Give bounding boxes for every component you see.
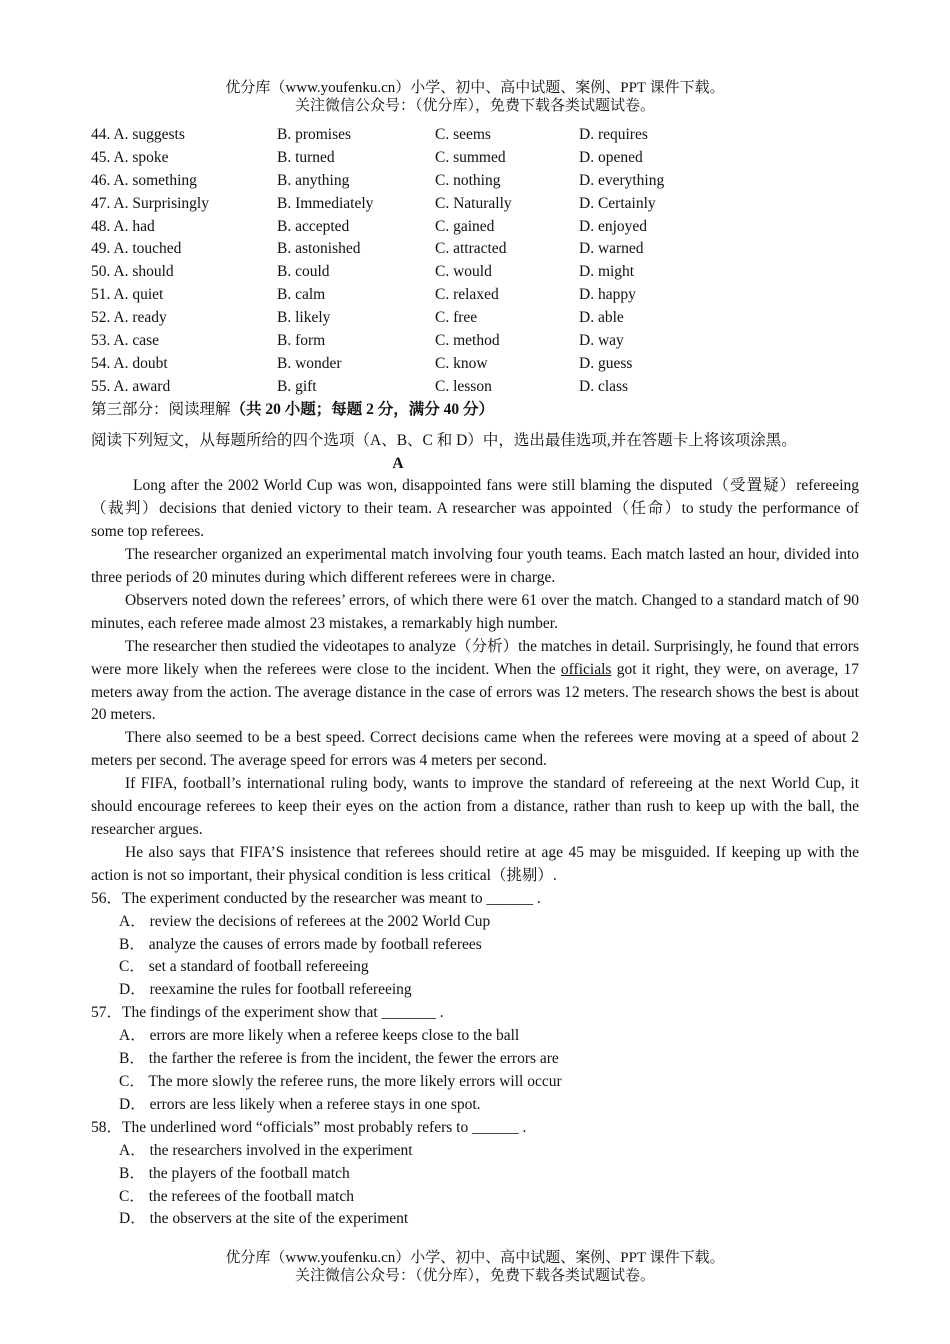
answer-choice: A． review the decisions of referees at the 2002 World Cup <box>119 912 491 930</box>
passage-paragraph: If FIFA, football’s international ruling body, wants to improve the standard of refereeing at the next World Cup, it should encourage referees to keep their eyes on the action from a distance, rather than rush to keep up with the ball, the researcher argues. <box>91 775 859 838</box>
passage-title: A <box>392 454 404 472</box>
passage-paragraph <box>91 636 859 728</box>
option-a: 47. A. Surprisingly <box>91 194 209 212</box>
page-footer <box>0 1249 950 1285</box>
option-a: 55. A. award <box>91 377 171 395</box>
option-b: B. wonder <box>277 354 342 372</box>
option-row-51 <box>91 284 859 307</box>
option-b: B. could <box>277 263 330 281</box>
option-c: C. gained <box>435 217 495 235</box>
option-c: C. know <box>435 354 488 372</box>
option-c: C. would <box>435 263 492 281</box>
option-b: B. astonished <box>277 240 361 258</box>
header-line-2: 关注微信公众号：（优分库），免费下载各类试题试卷。 <box>294 98 655 114</box>
option-b: B. Immediately <box>277 194 374 212</box>
option-a: 51. A. quiet <box>91 286 164 304</box>
answer-choice: B． the players of the football match <box>119 1164 350 1182</box>
answer-choice: D． the observers at the site of the experiment <box>119 1210 409 1228</box>
option-a: 49. A. touched <box>91 240 182 258</box>
option-d: D. able <box>579 309 624 327</box>
answer-choice: A． the researchers involved in the experiment <box>119 1141 413 1159</box>
option-c: C. nothing <box>435 171 501 189</box>
option-row-55 <box>91 376 859 399</box>
option-d: D. enjoyed <box>579 217 648 235</box>
passage-paragraph: He also says that FIFA’S insistence that referees should retire at age 45 may be misguided. If keeping up with the action is not so important, their physical condition is less critical（挑剔）. <box>91 843 859 884</box>
answer-choice: A． errors are more likely when a referee keeps close to the ball <box>119 1027 520 1045</box>
option-b: B. likely <box>277 309 331 327</box>
option-a: 54. A. doubt <box>91 354 168 372</box>
option-row-54 <box>91 353 859 376</box>
option-a: 53. A. case <box>91 332 160 350</box>
passage-paragraph: Long after the 2002 World Cup was won, disappointed fans were still blaming the disputed（受置疑）refereeing（裁判）decisions that denied victory to their team. A researcher was appointed（任命）to study the performance of some top referees. <box>91 477 859 541</box>
section-instruction: 阅读下列短文，从每题所给的四个选项（A、B、C 和 D）中，选出最佳选项,并在答题卡上将该项涂黑。 <box>91 431 797 449</box>
option-row-47 <box>91 193 859 216</box>
option-a: 50. A. should <box>91 263 174 281</box>
option-b: B. form <box>277 332 326 350</box>
exam-content <box>91 124 859 1231</box>
answer-choice: C． set a standard of football refereeing <box>119 958 369 976</box>
cloze-options <box>91 124 859 399</box>
option-row-50 <box>91 261 859 284</box>
page-header <box>0 79 950 115</box>
section-detail: （共 20 小题；每题 2 分，满分 40 分） <box>230 400 495 418</box>
option-row-48 <box>91 216 859 239</box>
answer-choice: C． the referees of the football match <box>119 1187 354 1205</box>
answer-choice: D． errors are less likely when a referee stays in one spot. <box>119 1095 481 1113</box>
paragraph-text: The researcher then studied the videotapes to analyze（分析）the matches in detail. Surprisingly, he found that errors were more likely when the referees were close to the incident. When the <box>91 637 859 678</box>
option-d: D. warned <box>579 240 644 258</box>
option-b: B. turned <box>277 148 335 166</box>
footer-line-2: 关注微信公众号：（优分库），免费下载各类试题试卷。 <box>294 1268 655 1284</box>
option-c: C. relaxed <box>435 286 499 304</box>
option-a: 44. A. suggests <box>91 126 185 143</box>
question-58 <box>91 1117 859 1232</box>
option-b: B. gift <box>277 377 317 395</box>
option-row-53 <box>91 330 859 353</box>
option-c: C. seems <box>435 126 491 143</box>
section-heading <box>91 399 859 422</box>
option-row-46 <box>91 170 859 193</box>
option-a: 48. A. had <box>91 217 155 235</box>
option-d: D. Certainly <box>579 194 656 212</box>
option-c: C. free <box>435 309 478 327</box>
option-b: B. promises <box>277 126 352 143</box>
underlined-word: officials <box>560 660 612 678</box>
option-d: D. class <box>579 377 629 395</box>
option-d: D. might <box>579 263 635 281</box>
option-d: D. way <box>579 332 624 350</box>
passage-paragraph: Observers noted down the referees’ errors, of which there were 61 over the match. Changed to a standard match of 90 minutes, each referee made almost 23 mistakes, a remarkably high number. <box>91 591 859 632</box>
question-stem: 56．The experiment conducted by the researcher was meant to ______ . <box>91 889 541 907</box>
option-c: C. method <box>435 332 500 350</box>
option-c: C. attracted <box>435 240 507 258</box>
option-c: C. lesson <box>435 377 492 395</box>
question-57 <box>91 1002 859 1117</box>
passage-paragraph: The researcher organized an experimental match involving four youth teams. Each match lasted an hour, divided into three periods of 20 minutes during which different referees were in charge. <box>91 546 859 587</box>
passage-paragraph: There also seemed to be a best speed. Correct decisions came when the referees were moving at a speed of about 2 meters per second. The average speed for errors was 4 meters per second. <box>91 729 859 770</box>
option-row-52 <box>91 307 859 330</box>
question-stem: 58．The underlined word “officials” most probably refers to ______ . <box>91 1118 527 1136</box>
option-a: 45. A. spoke <box>91 148 169 166</box>
option-d: D. requires <box>579 126 648 143</box>
option-row-49 <box>91 238 859 261</box>
option-a: 46. A. something <box>91 171 197 189</box>
answer-choice: C． The more slowly the referee runs, the more likely errors will occur <box>119 1072 562 1090</box>
answer-choice: D． reexamine the rules for football refereeing <box>119 981 412 999</box>
option-d: D. everything <box>579 171 665 189</box>
paragraph-text: got it right, they were, on average, 17 meters away from the action. The average distance in the case of errors was 12 meters. The research shows the best is about 20 meters. <box>91 660 859 724</box>
header-line-1: 优分库（www.youfenku.cn）小学、初中、高中试题、案例、PPT 课件下载。 <box>225 80 725 96</box>
answer-choice: B． analyze the causes of errors made by football referees <box>119 935 482 953</box>
option-d: D. happy <box>579 286 636 304</box>
footer-line-1: 优分库（www.youfenku.cn）小学、初中、高中试题、案例、PPT 课件下载。 <box>225 1250 725 1266</box>
option-c: C. Naturally <box>435 194 512 212</box>
option-a: 52. A. ready <box>91 309 167 327</box>
option-row-44 <box>91 124 859 147</box>
section-title: 第三部分：阅读理解 <box>91 400 231 418</box>
option-row-45 <box>91 147 859 170</box>
option-b: B. calm <box>277 286 326 304</box>
option-b: B. anything <box>277 171 350 189</box>
option-d: D. guess <box>579 354 633 372</box>
option-b: B. accepted <box>277 217 350 235</box>
option-d: D. opened <box>579 148 643 166</box>
option-c: C. summed <box>435 148 506 166</box>
answer-choice: B． the farther the referee is from the incident, the fewer the errors are <box>119 1050 559 1068</box>
question-stem: 57．The findings of the experiment show that _______ . <box>91 1004 444 1022</box>
question-56 <box>91 888 859 1003</box>
